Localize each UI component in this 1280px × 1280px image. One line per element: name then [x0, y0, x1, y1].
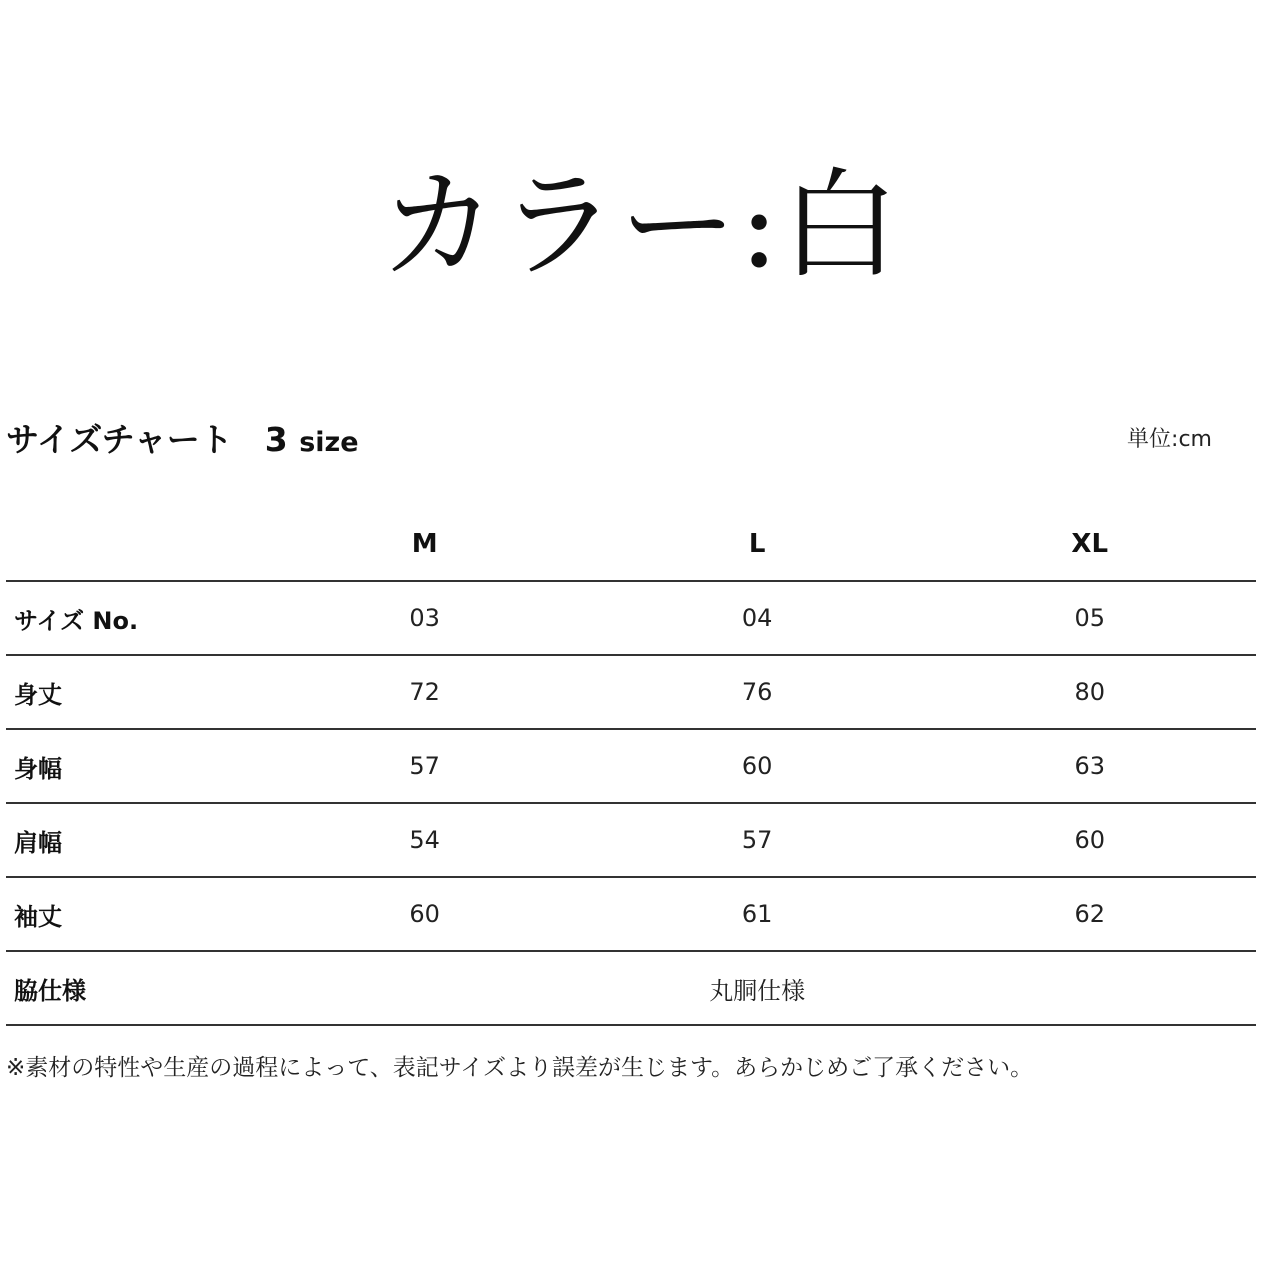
- side-spec-row: [6, 951, 1256, 1025]
- table-cell: 60: [258, 877, 591, 951]
- color-title: カラー:白: [379, 156, 901, 294]
- table-cell: 80: [923, 655, 1256, 729]
- table-row: [6, 803, 1256, 877]
- row-label: 身丈: [6, 655, 258, 729]
- table-cell: 62: [923, 877, 1256, 951]
- disclaimer-note: ※素材の特性や生産の過程によって、表記サイズより誤差が生じます。あらかじめご了承ください。: [6, 1055, 1034, 1081]
- table-cell: 03: [258, 581, 591, 655]
- size-count-suffix: size: [299, 427, 359, 458]
- row-label: 袖丈: [6, 877, 258, 951]
- table-row: [6, 729, 1256, 803]
- table-cell: 76: [591, 655, 924, 729]
- size-column-header: M: [258, 508, 591, 581]
- table-row: [6, 877, 1256, 951]
- table-cell: 63: [923, 729, 1256, 803]
- row-label: 肩幅: [6, 803, 258, 877]
- size-count: 3: [264, 420, 288, 459]
- size-chart-heading: [6, 418, 359, 465]
- row-label: サイズ No.: [6, 581, 258, 655]
- table-cell: 05: [923, 581, 1256, 655]
- row-label: 身幅: [6, 729, 258, 803]
- header-blank-cell: [6, 508, 258, 581]
- size-table: [6, 508, 1256, 1026]
- size-chart-title: サイズチャート: [6, 420, 233, 459]
- size-column-header: XL: [923, 508, 1256, 581]
- unit-label: 単位:cm: [1127, 427, 1212, 452]
- table-cell: 61: [591, 877, 924, 951]
- table-cell: 57: [591, 803, 924, 877]
- size-column-header: L: [591, 508, 924, 581]
- side-spec-value: 丸胴仕様: [258, 951, 1256, 1025]
- table-cell: 57: [258, 729, 591, 803]
- table-row: [6, 655, 1256, 729]
- table-cell: 54: [258, 803, 591, 877]
- side-spec-label: 脇仕様: [6, 951, 258, 1025]
- table-cell: 04: [591, 581, 924, 655]
- table-cell: 60: [591, 729, 924, 803]
- table-cell: 72: [258, 655, 591, 729]
- size-header-row: [6, 508, 1256, 581]
- table-cell: 60: [923, 803, 1256, 877]
- table-row: [6, 581, 1256, 655]
